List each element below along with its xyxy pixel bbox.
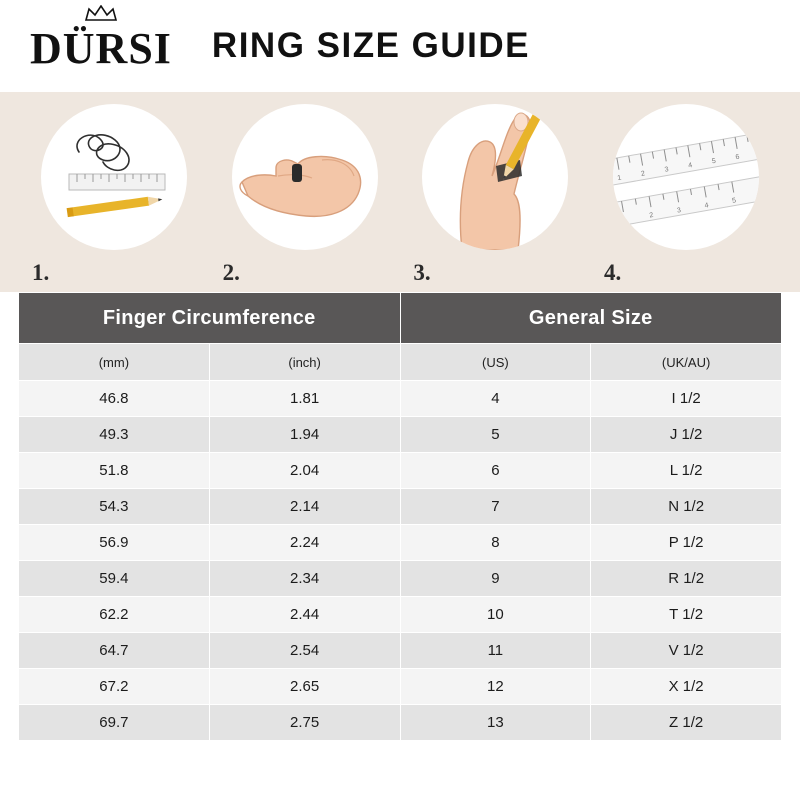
step-4-number: 4. bbox=[603, 260, 622, 285]
step-3-number: 3. bbox=[413, 260, 431, 285]
brand-name: DÜRSI bbox=[30, 24, 172, 73]
cell-us: 6 bbox=[400, 453, 591, 489]
unit-us: (US) bbox=[400, 344, 591, 381]
unit-uk-au: (UK/AU) bbox=[591, 344, 782, 381]
svg-text:5: 5 bbox=[711, 157, 717, 166]
header bbox=[0, 0, 800, 92]
cell-inch: 2.34 bbox=[209, 561, 400, 597]
cell-uk-au: T 1/2 bbox=[591, 597, 782, 633]
table-body bbox=[19, 381, 782, 741]
table-row bbox=[19, 705, 782, 741]
step-2 bbox=[217, 102, 393, 288]
table-row bbox=[19, 633, 782, 669]
cell-inch: 2.14 bbox=[209, 489, 400, 525]
size-table-wrapper bbox=[0, 292, 800, 741]
cell-inch: 2.54 bbox=[209, 633, 400, 669]
svg-text:1: 1 bbox=[616, 174, 622, 183]
cell-inch: 2.75 bbox=[209, 705, 400, 741]
header-finger-circumference: Finger Circumference bbox=[19, 293, 401, 344]
table-unit-row bbox=[19, 344, 782, 381]
svg-text:4: 4 bbox=[687, 161, 693, 170]
cell-mm: 69.7 bbox=[19, 705, 210, 741]
step-2-number: 2. bbox=[222, 260, 240, 285]
cell-uk-au: J 1/2 bbox=[591, 417, 782, 453]
table-row bbox=[19, 669, 782, 705]
cell-inch: 1.94 bbox=[209, 417, 400, 453]
step-1 bbox=[26, 102, 202, 288]
cell-us: 8 bbox=[400, 525, 591, 561]
finger-marking-pencil-icon bbox=[422, 104, 568, 250]
table-row bbox=[19, 453, 782, 489]
cell-inch: 1.81 bbox=[209, 381, 400, 417]
svg-text:5: 5 bbox=[731, 197, 737, 205]
cell-us: 11 bbox=[400, 633, 591, 669]
cell-us: 9 bbox=[400, 561, 591, 597]
svg-text:4: 4 bbox=[704, 202, 710, 210]
cell-uk-au: I 1/2 bbox=[591, 381, 782, 417]
cell-uk-au: L 1/2 bbox=[591, 453, 782, 489]
cell-mm: 64.7 bbox=[19, 633, 210, 669]
cell-uk-au: X 1/2 bbox=[591, 669, 782, 705]
cell-us: 10 bbox=[400, 597, 591, 633]
cell-mm: 46.8 bbox=[19, 381, 210, 417]
table-row bbox=[19, 561, 782, 597]
cell-uk-au: R 1/2 bbox=[591, 561, 782, 597]
hand-with-ring-icon bbox=[232, 104, 378, 250]
cell-inch: 2.65 bbox=[209, 669, 400, 705]
svg-text:6: 6 bbox=[735, 153, 741, 162]
brand-logo bbox=[30, 21, 172, 71]
header-general-size: General Size bbox=[400, 293, 782, 344]
cell-mm: 62.2 bbox=[19, 597, 210, 633]
table-header-row bbox=[19, 293, 782, 344]
step-3 bbox=[407, 102, 583, 288]
cell-inch: 2.44 bbox=[209, 597, 400, 633]
svg-text:1: 1 bbox=[621, 216, 627, 225]
cell-uk-au: Z 1/2 bbox=[591, 705, 782, 741]
cell-us: 7 bbox=[400, 489, 591, 525]
table-row bbox=[19, 597, 782, 633]
cell-uk-au: N 1/2 bbox=[591, 489, 782, 525]
cell-mm: 67.2 bbox=[19, 669, 210, 705]
cell-us: 13 bbox=[400, 705, 591, 741]
cell-inch: 2.04 bbox=[209, 453, 400, 489]
svg-text:2: 2 bbox=[640, 170, 646, 178]
cell-mm: 54.3 bbox=[19, 489, 210, 525]
table-row bbox=[19, 525, 782, 561]
step-1-number: 1. bbox=[32, 260, 50, 285]
string-and-ruler-icon bbox=[41, 104, 187, 250]
table-row bbox=[19, 417, 782, 453]
cell-us: 12 bbox=[400, 669, 591, 705]
size-table bbox=[18, 292, 782, 741]
cell-mm: 49.3 bbox=[19, 417, 210, 453]
svg-text:3: 3 bbox=[664, 166, 670, 174]
cell-us: 5 bbox=[400, 417, 591, 453]
steps-row bbox=[0, 92, 800, 292]
cell-us: 4 bbox=[400, 381, 591, 417]
svg-text:3: 3 bbox=[676, 207, 682, 215]
cell-mm: 56.9 bbox=[19, 525, 210, 561]
unit-inch: (inch) bbox=[209, 344, 400, 381]
crown-icon bbox=[84, 5, 118, 25]
table-row bbox=[19, 489, 782, 525]
page-title: RING SIZE GUIDE bbox=[211, 26, 531, 65]
svg-text:2: 2 bbox=[648, 211, 654, 220]
cell-uk-au: V 1/2 bbox=[591, 633, 782, 669]
cell-inch: 2.24 bbox=[209, 525, 400, 561]
cell-mm: 51.8 bbox=[19, 453, 210, 489]
ruler-measure-icon bbox=[613, 104, 759, 250]
cell-mm: 59.4 bbox=[19, 561, 210, 597]
illustration-band bbox=[0, 92, 800, 292]
cell-uk-au: P 1/2 bbox=[591, 525, 782, 561]
table-row bbox=[19, 381, 782, 417]
step-4 bbox=[598, 102, 774, 288]
unit-mm: (mm) bbox=[19, 344, 210, 381]
